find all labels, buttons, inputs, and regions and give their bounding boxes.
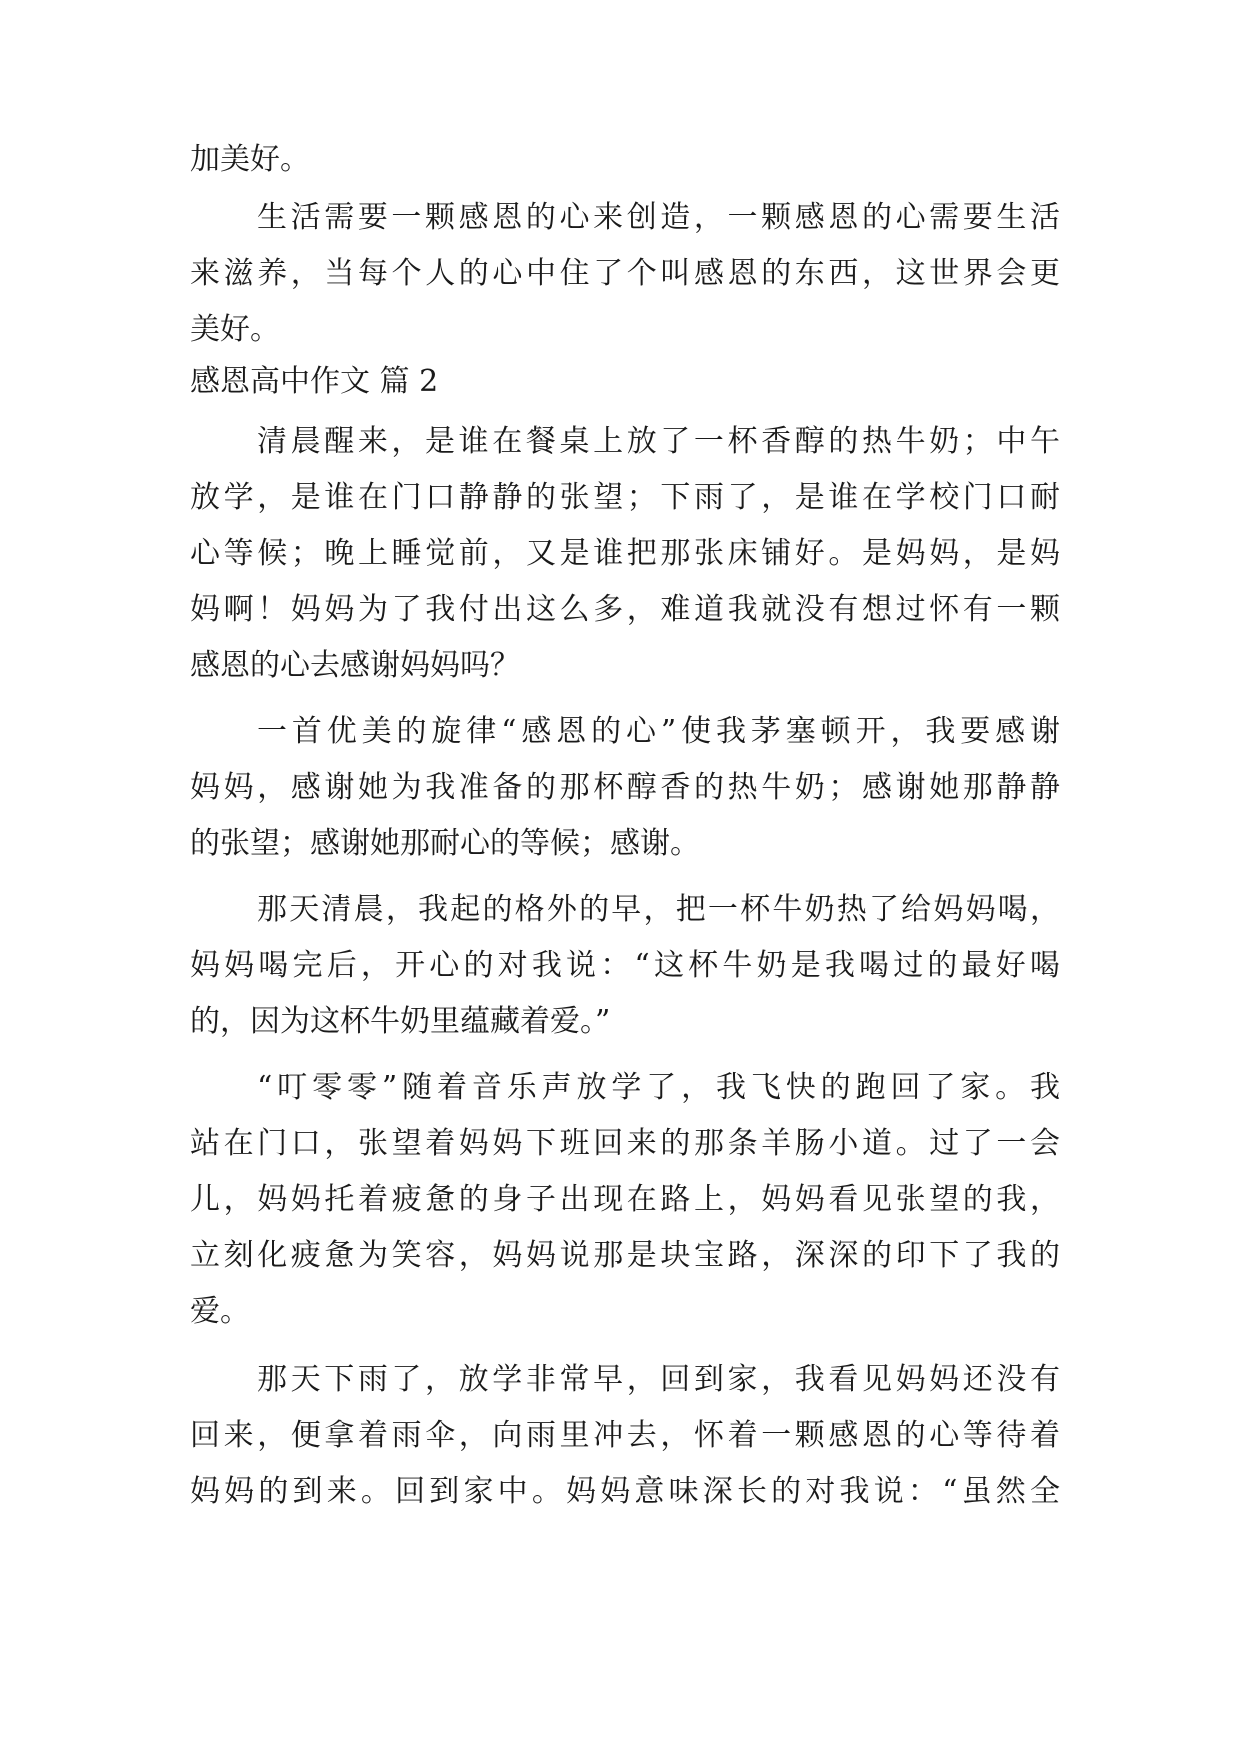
text-line: 加美好。 [190, 142, 310, 177]
text-line: 清晨醒来，是谁在餐桌上放了一杯香醇的热牛奶；中午 [257, 424, 1060, 459]
text-line: 放学，是谁在门口静静的张望；下雨了，是谁在学校门口耐 [190, 480, 1060, 515]
text-line: 爱。 [190, 1294, 250, 1329]
text-line: 站在门口，张望着妈妈下班回来的那条羊肠小道。过了一会 [190, 1126, 1060, 1161]
text-line: 心等候；晚上睡觉前，又是谁把那张床铺好。是妈妈，是妈 [190, 536, 1060, 571]
text-line: “叮零零”随着音乐声放学了，我飞快的跑回了家。我 [257, 1070, 1060, 1105]
text-line: 妈妈喝完后，开心的对我说：“这杯牛奶是我喝过的最好喝 [190, 948, 1060, 983]
text-line: 妈妈，感谢她为我准备的那杯醇香的热牛奶；感谢她那静静 [190, 770, 1060, 805]
text-line: 美好。 [190, 312, 280, 347]
text-line: 的张望；感谢她那耐心的等候；感谢。 [190, 826, 700, 861]
text-line: 感恩的心去感谢妈妈吗？ [190, 648, 520, 683]
text-line: 妈妈的到来。回到家中。妈妈意味深长的对我说：“虽然全 [190, 1474, 1060, 1509]
text-line: 的，因为这杯牛奶里蕴藏着爱。” [190, 1004, 611, 1039]
section-heading: 感恩高中作文 篇 2 [190, 364, 439, 399]
text-line: 立刻化疲惫为笑容，妈妈说那是块宝路，深深的印下了我的 [190, 1238, 1060, 1273]
text-line: 一首优美的旋律“感恩的心”使我茅塞顿开，我要感谢 [257, 714, 1060, 749]
text-line: 那天清晨，我起的格外的早，把一杯牛奶热了给妈妈喝， [257, 892, 1060, 927]
text-line: 儿，妈妈托着疲惫的身子出现在路上，妈妈看见张望的我， [190, 1182, 1060, 1217]
text-line: 来滋养，当每个人的心中住了个叫感恩的东西，这世界会更 [190, 256, 1060, 291]
text-line: 那天下雨了，放学非常早，回到家，我看见妈妈还没有 [257, 1362, 1060, 1397]
text-line: 生活需要一颗感恩的心来创造，一颗感恩的心需要生活 [257, 200, 1060, 235]
text-line: 回来，便拿着雨伞，向雨里冲去，怀着一颗感恩的心等待着 [190, 1418, 1060, 1453]
text-line: 妈啊！妈妈为了我付出这么多，难道我就没有想过怀有一颗 [190, 592, 1060, 627]
